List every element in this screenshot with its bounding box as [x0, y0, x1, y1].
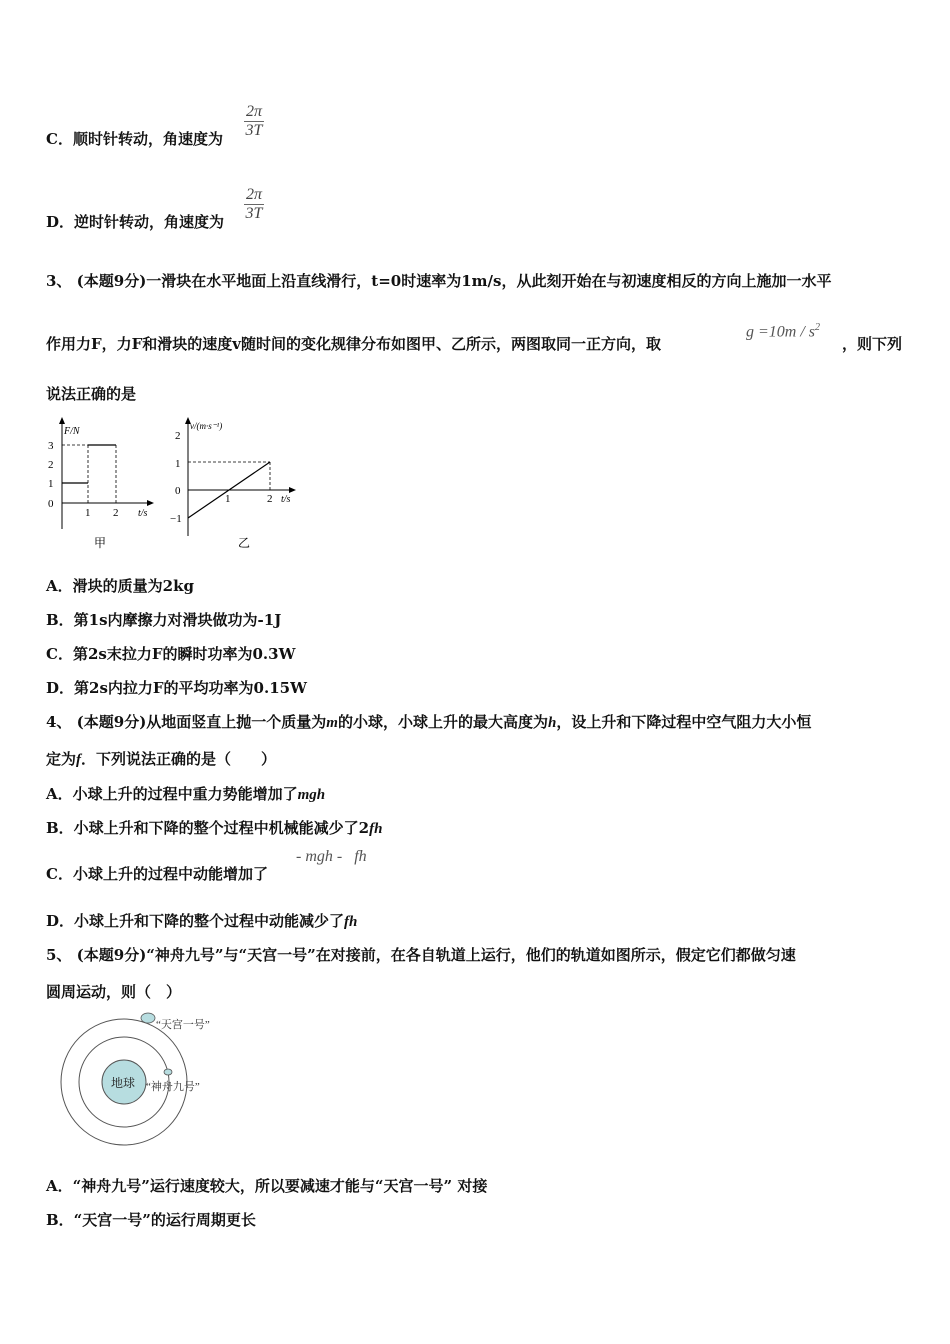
- jia-y-label: F/N: [64, 426, 80, 437]
- yi-y-tick-0: 0: [175, 485, 181, 497]
- q4-stem-line2: 定为f．下列说法正确的是（ ）: [46, 750, 277, 768]
- yi-y-tick-2: 2: [175, 430, 181, 442]
- q3-g-value: $g =10m / s^2$: [746, 322, 821, 341]
- q4-stem-line1: 4、 (本题9分)从地面竖直上抛一个质量为m的小球，小球上升的最大高度为h，设上升和下降过程中空气阻力大小恒: [46, 713, 812, 731]
- jia-y-tick-2: 2: [48, 459, 54, 471]
- q3-stem-line2a: 作用力F，力F和滑块的速度v随时间的变化规律分布如图甲、乙所示，两图取同一正方向，取: [46, 335, 662, 353]
- q5-orbit-figure: [58, 1008, 248, 1158]
- q3-option-b: B．第1s内摩擦力对滑块做功为-1J: [46, 611, 282, 629]
- q4-option-d: D．小球上升和下降的整个过程中动能减少了fh: [46, 912, 358, 930]
- jia-x-tick-1: 1: [85, 507, 91, 519]
- q4-option-c-math: - mgh - fh: [296, 848, 367, 865]
- shenzhou-satellite: [164, 1069, 172, 1075]
- jia-x-arrow: [147, 500, 154, 506]
- q2-option-c-fraction: $\frac{2\pi}{3T}$: [245, 103, 263, 139]
- earth-label: 地球: [111, 1076, 136, 1090]
- q4-option-b: B．小球上升和下降的整个过程中机械能减少了2fh: [46, 819, 383, 837]
- q5-stem-line1: 5、 (本题9分)“神舟九号”与“天宫一号”在对接前，在各自轨道上运行，他们的轨道如图所示，假定它们都做匀速: [46, 946, 796, 964]
- q5-option-b: B．“天宫一号”的运行周期更长: [46, 1211, 256, 1229]
- jia-x-tick-2: 2: [113, 507, 119, 519]
- q3-figure-jia: [44, 416, 164, 554]
- yi-x-arrow: [289, 487, 296, 493]
- q3-option-a: A．滑块的质量为2kg: [46, 577, 194, 595]
- jia-y-tick-1: 1: [48, 478, 54, 490]
- jia-y-tick-3: 3: [48, 440, 54, 452]
- yi-y-tick-neg1: −1: [170, 513, 182, 525]
- yi-y-tick-1: 1: [175, 458, 181, 470]
- q4-option-c: C．小球上升的过程中动能增加了: [46, 865, 268, 883]
- q2-option-d: D．逆时针转动，角速度为: [46, 213, 225, 231]
- jia-y-arrow: [59, 417, 65, 424]
- yi-y-label: v/(m·s⁻¹): [190, 421, 223, 431]
- yi-x-tick-1: 1: [225, 493, 231, 505]
- q2-option-c: C．顺时针转动，角速度为: [46, 130, 223, 148]
- q3-option-d: D．第2s内拉力F的平均功率为0.15W: [46, 679, 307, 697]
- q4-option-a: A．小球上升的过程中重力势能增加了mgh: [46, 785, 326, 803]
- q3-stem-line1: 3、 (本题9分)一滑块在水平地面上沿直线滑行，t=0时速率为1m/s，从此刻开始在与初速度相反的方向上施加一水平: [46, 272, 832, 290]
- yi-x-tick-2: 2: [267, 493, 273, 505]
- q5-option-a: A．“神舟九号”运行速度较大，所以要减速才能与“天宫一号” 对接: [46, 1177, 488, 1195]
- q3-option-c: C．第2s末拉力F的瞬时功率为0.3W: [46, 645, 296, 663]
- jia-y-tick-0: 0: [48, 498, 54, 510]
- shenzhou-label: “神舟九号”: [146, 1081, 200, 1093]
- jia-x-label: t/s: [138, 508, 148, 519]
- jia-caption: 甲: [94, 536, 107, 550]
- yi-caption: 乙: [238, 536, 251, 550]
- tiangong-label: “天宫一号”: [156, 1019, 210, 1031]
- q5-stem-line2: 圆周运动，则（ ）: [46, 983, 182, 1001]
- q3-figure-yi: [168, 416, 308, 554]
- q2-option-d-fraction: $\frac{2\pi}{3T}$: [245, 186, 263, 222]
- q3-stem-line3: 说法正确的是: [46, 385, 137, 403]
- q3-stem-line2b: ，则下列: [842, 335, 903, 353]
- tiangong-satellite: [141, 1013, 155, 1023]
- yi-x-label: t/s: [281, 494, 291, 505]
